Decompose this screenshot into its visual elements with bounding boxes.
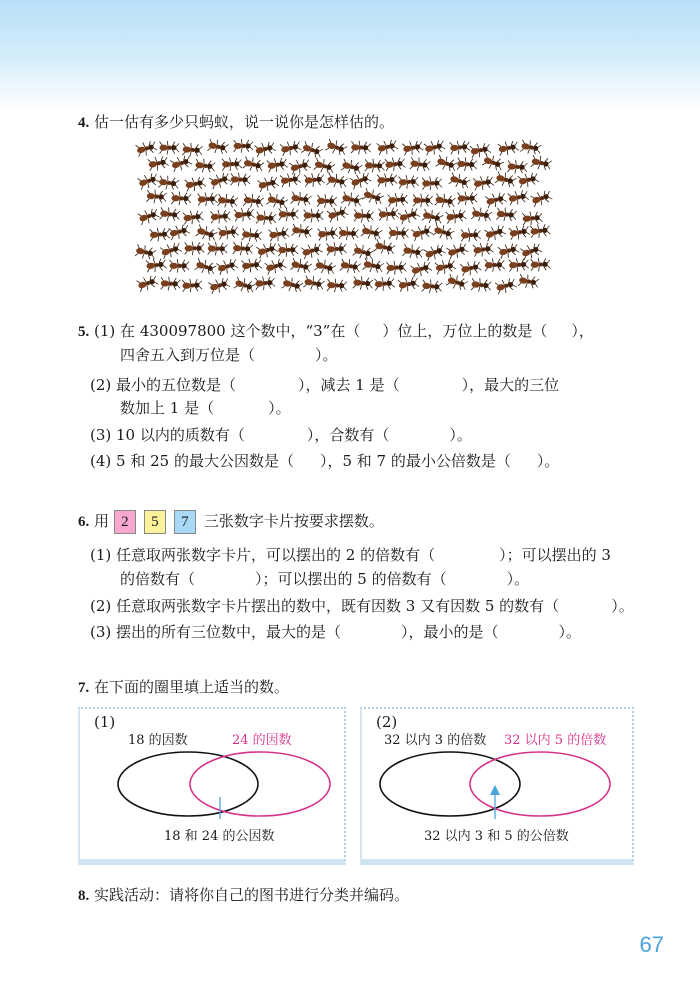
ant-icon [264,257,287,275]
ant-icon [470,142,492,159]
ant-icon [161,277,181,291]
ant-icon [530,257,550,271]
q5-2-text-b: ），减去 1 是（ [298,376,400,394]
ant-icon [146,257,167,273]
q6-3-text-a: (3) 摆出的所有三位数中，最大的是（ [90,623,342,641]
ant-icon [197,192,217,207]
ant-icon [485,258,505,272]
ant-icon [231,173,251,187]
ant-icon [448,172,471,191]
ant-icon [482,153,505,172]
ant-icon [210,209,230,224]
ant-icon [233,241,253,256]
ant-icon [135,244,157,262]
ant-icon [377,172,397,187]
ant-icon [254,140,276,158]
ant-icon [432,223,455,242]
ant-icon [241,257,262,273]
q6-2-text-b: ）。 [611,597,634,615]
ant-icon [222,157,242,171]
q5-4-text-b: ），5 和 7 的最小公倍数是（ [319,452,511,470]
ant-icon [435,193,456,209]
q8-number: 8. [78,888,90,904]
ant-icon [304,209,324,223]
ant-icon [410,260,433,278]
q6-1-text-e: ）。 [506,570,530,588]
ant-icon [530,189,553,208]
ant-icon [304,172,325,188]
ant-icon [473,241,494,257]
ant-icon [376,138,398,156]
ant-icon [217,193,238,209]
q5-number: 5. [78,324,90,340]
ant-icon [471,277,492,292]
ant-icon [398,206,421,225]
ant-icon [234,139,254,153]
ant-icon [471,206,492,223]
ant-icon [365,159,385,173]
ant-icon [422,176,442,190]
ant-icon [303,275,325,292]
q6-3-text-c: ）。 [558,623,582,641]
ant-icon [353,276,374,291]
venn-2-bottom-label: 32 以内 3 和 5 的公倍数 [424,829,569,844]
ant-icon [496,207,517,222]
q6-suffix: 三张数字卡片按要求摆数。 [203,512,384,530]
ant-icon [402,139,424,156]
ant-icon [457,157,477,172]
ant-icon [150,227,170,242]
ant-icon [402,243,424,260]
q4-number: 4. [78,115,90,131]
ant-icon [484,224,507,243]
q6-line-2 [120,569,529,589]
ant-icon [257,175,279,193]
ant-icon [281,276,303,294]
ant-icon [207,138,229,155]
ant-icon [495,171,517,189]
ant-icon [216,257,239,276]
ant-icon [352,243,374,261]
q5-2-text-e: ）。 [268,399,291,417]
ant-icon [327,278,347,293]
ant-icon [446,241,469,260]
ant-icon [398,175,418,190]
ant-icon [279,207,299,221]
ant-icon [208,276,231,295]
ant-icon [498,139,520,156]
ant-icon [317,226,338,242]
ant-icon [341,191,363,209]
ant-icon [242,227,263,242]
ant-icon [424,243,447,262]
ant-icon [183,209,204,225]
ant-icon [385,156,406,171]
ant-icon [326,204,349,223]
ant-icon [135,139,157,157]
ant-icon [147,155,169,172]
q6-2-text-a: (2) 任意取两张数字卡片摆出的数中，既有因数 3 又有因数 5 的数有（ [90,597,560,615]
q5-1-text-e: ）。 [315,346,338,364]
q6-prefix: 用 [94,512,110,530]
digit-card-5: 5 [144,510,166,534]
ant-icon [146,189,166,204]
venn-panel-1 [78,707,346,865]
ant-icon [398,276,420,293]
ant-icon [137,171,160,190]
ant-icon [291,191,312,207]
ant-icon [445,208,466,224]
ant-icon [473,174,494,191]
ant-icon [291,223,312,239]
q5-line-6 [90,451,559,471]
q6-1-text-d: ）；可以摆出的 5 的倍数有（ [255,570,447,588]
ant-icon [485,191,507,209]
q5-4-text-c: ）。 [536,452,560,470]
venn-2-right-label: 32 以内 5 的倍数 [504,733,607,748]
digit-card-7: 7 [174,510,196,534]
q5-4-text-a: (4) 5 和 25 的最大公因数是（ [90,452,294,470]
q5-line-5 [90,425,472,445]
ant-icon [424,138,446,156]
ant-icon [218,224,239,240]
ant-icon [159,141,179,155]
ant-icon [266,192,288,210]
ant-icon [326,172,348,189]
ant-icon [498,242,520,260]
venn-panel-2 [360,707,634,865]
ant-icon [301,140,324,159]
q8-line [78,885,409,906]
q5-1-text-c: ）， [571,322,594,340]
ants-illustration [135,138,560,298]
ant-icon [386,260,406,275]
q7-line [78,677,289,698]
ant-icon [388,192,409,207]
header-band [0,0,700,110]
q5-3-text-b: ），合数有（ [306,426,390,444]
ant-icon [362,187,385,206]
q5-3-text-a: (3) 10 以内的质数有（ [90,426,245,444]
ant-icon [389,226,409,240]
ant-icon [517,171,539,189]
ant-icon [340,258,362,275]
ant-icon [268,226,289,242]
ant-icon [158,175,179,191]
venn-2-label: (2) [376,713,398,731]
ant-icon [195,224,218,243]
ant-icon [422,279,443,294]
q5-line-3 [90,375,559,395]
venn-1-label: (1) [94,713,116,731]
ant-icon [234,276,257,295]
ant-icon [243,193,264,209]
ant-icon [185,175,207,192]
ant-icon [171,191,191,205]
q8-text: 实践活动：请将你自己的图书进行分类并编码。 [94,886,410,904]
q6-line-4 [90,622,581,642]
ant-icon [208,242,228,256]
ant-icon [195,158,216,174]
ant-icon [313,157,335,175]
ant-icon [137,207,160,226]
q5-line-1 [78,321,594,342]
q6-line-1 [90,545,611,565]
ant-icon [410,156,431,172]
ant-icon [168,223,190,241]
ant-icon [289,157,311,175]
ant-icon [182,142,202,157]
q7-text: 在下面的圈里填上适当的数。 [94,678,290,696]
venn-1-right-label: 24 的因数 [232,733,292,748]
ant-icon [354,209,374,223]
page-number: 67 [639,932,664,957]
q5-line-4 [120,398,291,418]
q5-1-text-d: 四舍五入到万位是（ [120,346,256,364]
q6-line-3 [90,596,634,616]
ant-icon [457,191,477,205]
ant-icon [280,139,302,157]
q6-1-text-a: (1) 任意取两张数字卡片，可以摆出的 2 的倍数有（ [90,546,436,564]
ant-icon [170,259,190,273]
ant-icon [522,211,543,226]
ant-icon [209,171,232,190]
ant-icon [182,278,202,293]
q5-2-text-c: ），最大的三位 [461,376,560,394]
q4-line [78,112,394,133]
q6-line-0 [78,508,384,535]
ant-icon [450,140,471,156]
q5-3-text-c: ）。 [449,426,472,444]
ant-icon [290,257,312,275]
q5-1-text-a: (1) 在 430097800 这个数中，“3”在（ [94,322,361,340]
ant-icon [160,207,181,223]
ant-icon [520,139,542,156]
ant-icon [495,277,518,296]
ant-icon [136,274,159,293]
ant-icon [530,154,552,171]
ant-icon [280,172,301,188]
ant-icon [446,273,469,292]
ant-icon [374,238,396,256]
q7-number: 7. [78,680,90,696]
ant-icon [435,154,458,173]
ant-icon [413,194,433,208]
q5-1-text-b: ）位上，万位上的数是（ [382,322,548,340]
q4-text: 估一估有多少只蚂蚁，说一说你是怎样估的。 [94,113,395,131]
ant-icon [194,258,217,277]
q6-1-text-b: ）；可以摆出的 3 [499,546,611,564]
ant-icon [520,241,543,260]
q5-2-text-a: (2) 最小的五位数是（ [90,376,237,394]
ant-icon [317,194,337,208]
ant-icon [518,273,540,290]
ant-icon [508,189,530,206]
ant-icon [435,258,457,275]
ant-icon [325,138,348,157]
ant-icon [160,241,183,260]
ant-icon [461,228,481,242]
ant-icon [170,154,193,173]
ant-icon [507,159,527,174]
q5-2-text-d: 数加上 1 是（ [120,399,215,417]
ant-icon [256,211,276,226]
ant-icon [341,158,363,176]
ant-icon [361,224,383,242]
ant-icon [411,223,434,242]
venn-2-left-label: 32 以内 3 的倍数 [384,733,487,748]
ant-icon [349,171,372,190]
ant-icon [362,257,384,274]
ant-icon [301,241,324,259]
q6-number: 6. [78,514,90,530]
ant-icon [278,243,298,257]
ant-icon [530,223,551,239]
q5-line-2 [120,345,338,365]
q6-1-text-c: 的倍数有（ [120,570,196,588]
ant-icon [242,156,264,174]
q6-3-text-b: ），最小的是（ [401,623,499,641]
ant-icon [509,224,531,241]
ant-icon [339,226,359,241]
ant-icon [267,156,289,173]
ant-icon [185,241,205,255]
ant-icon [422,208,444,226]
ant-icon [234,207,255,223]
ant-icon [374,276,395,291]
ant-icon [351,140,371,154]
venn-1-bottom-label: 18 和 24 的公因数 [164,829,275,844]
ant-icon [255,275,276,290]
ant-icon [314,258,336,276]
ant-icon [509,257,529,272]
ant-icon [326,242,346,257]
ant-icon [460,259,482,276]
ant-icon [256,241,279,260]
ant-icon [378,207,398,222]
digit-card-2: 2 [114,510,136,534]
venn-1-left-label: 18 的因数 [128,733,188,748]
